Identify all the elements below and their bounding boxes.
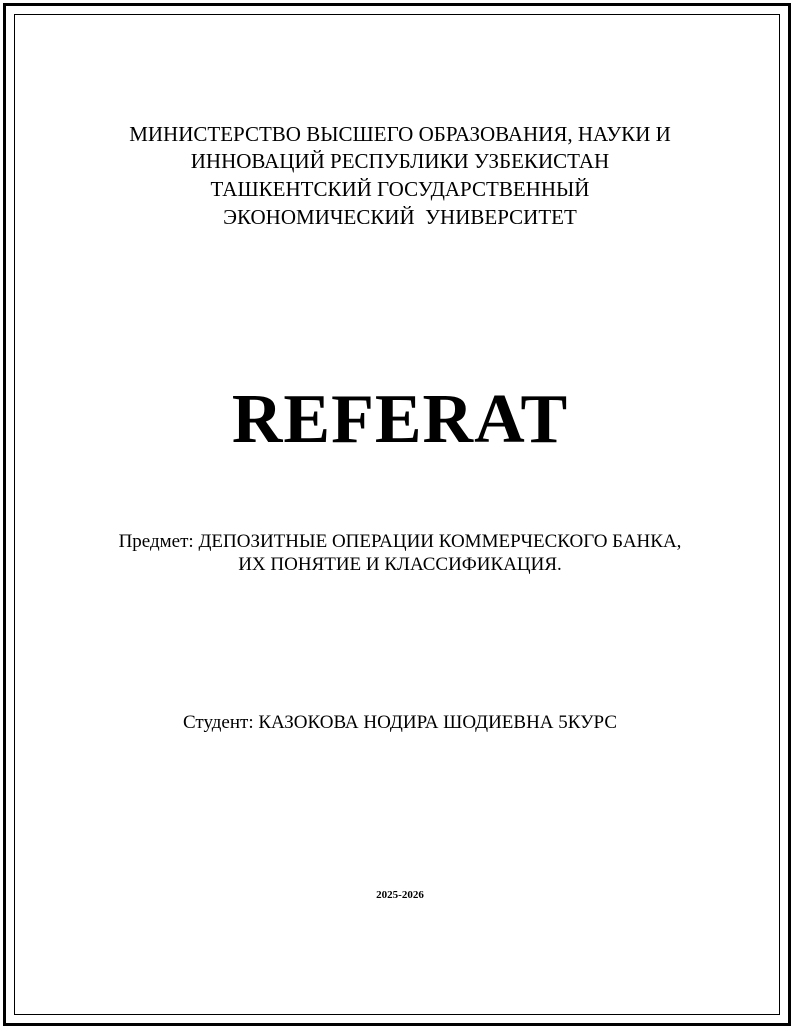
document-title: REFERAT <box>231 381 569 458</box>
ministry-line-2: ИННОВАЦИЙ РЕСПУБЛИКИ УЗБЕКИСТАН <box>190 149 610 173</box>
ministry-line-1: МИНИСТЕРСТВО ВЫСШЕГО ОБРАЗОВАНИЯ, НАУКИ И <box>129 122 671 146</box>
student-line: Студент: КАЗОКОВА НОДИРА ШОДИЕВНА 5КУРС <box>182 712 617 733</box>
university-line-1: ТАШКЕНТСКИЙ ГОСУДАРСТВЕННЫЙ <box>210 177 590 201</box>
academic-year: 2025-2026 <box>376 889 424 901</box>
university-line-2: ЭКОНОМИЧЕСКИЙ УНИВЕРСИТЕТ <box>223 205 577 229</box>
subject-line-1: Предмет: ДЕПОЗИТНЫЕ ОПЕРАЦИИ КОММЕРЧЕСКОГО БАНКА, <box>118 531 682 552</box>
subject-line-2: ИХ ПОНЯТИЕ И КЛАССИФИКАЦИЯ. <box>238 554 562 575</box>
